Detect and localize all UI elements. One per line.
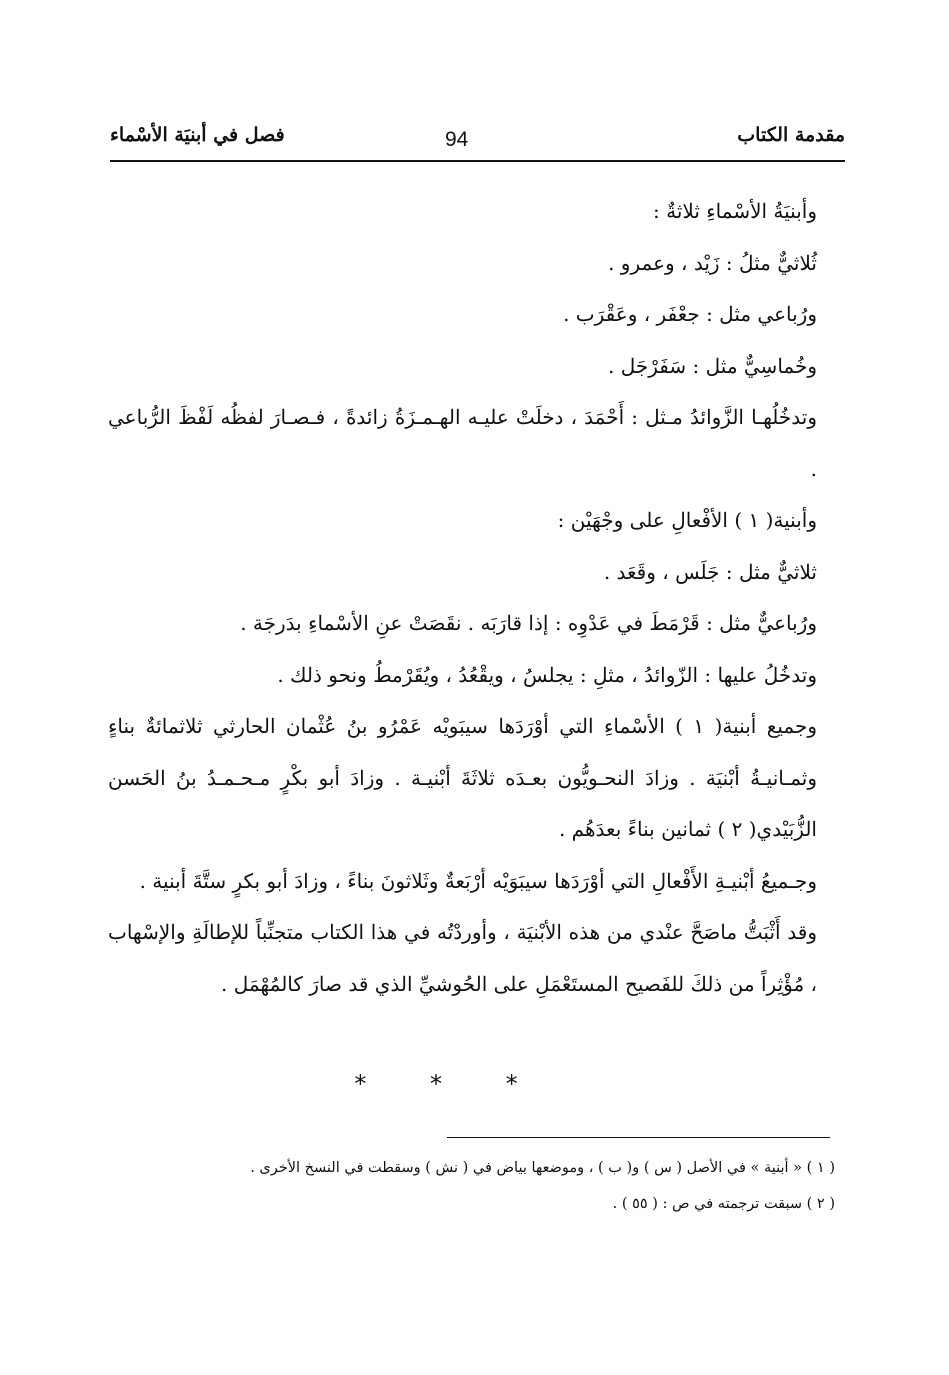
paragraph: وجـميعُ أبْنيـةِ الأَفْعالِ التي أوْرَدَها سيبَوَيْه أرْبَعةٌ وثَلاثونَ بناءً ، وزادَ أبو بكرٍ ستَّةَ أبنية . bbox=[139, 868, 817, 893]
paragraph: وخُماسِيٌّ مثل : سَفَرْجَل . bbox=[608, 353, 817, 378]
paragraph: وتدخُلُهـا الزَّوائدُ مـثل : أَحْمَدَ ، دخلَتْ عليـه الهـمـزَةُ زائدةً ، فـصـارَ لفظُه لَفْظَ الرُّباعي . bbox=[108, 405, 817, 481]
running-header bbox=[110, 118, 845, 158]
paragraph: وتدخُلُ عليها : الزّوائدُ ، مثلِ : يجلسُ ، ويقْعُدُ ، ويُقَرْمطُ ونحو ذلك . bbox=[277, 662, 817, 687]
footnotes bbox=[200, 1150, 835, 1222]
header-book-title: مقدمة الكتاب bbox=[737, 124, 845, 146]
paragraph: ثلاثيٌّ مثل : جَلَس ، وقَعَد . bbox=[603, 559, 817, 584]
footnote: ( ٢ ) سبقت ترجمته في ص : ( ٥٥ ) . bbox=[612, 1196, 835, 1212]
section-separator: * * * bbox=[354, 1070, 546, 1098]
paragraph: وأبنية( ١ ) الأفْعالِ على وجْهَيْن : bbox=[557, 508, 817, 532]
header-chapter-title: فصل في أبنيَة الأسْماء bbox=[110, 124, 285, 146]
footnote-rule bbox=[447, 1137, 830, 1138]
paragraph: وأبنيَةُ الأسْماءِ ثلاثةٌ : bbox=[653, 199, 817, 223]
paragraph: وجميع أبنية( ١ ) الأسْماءِ التي أوْرَدَها سيبَويْه عَمْرُو بنُ عُثْمان الحارثي ثلاثمائةٌ بناءٍ وثمـانيـةُ أبْنيَة . وزادَ النحـويُّون بعـدَه ثلاثَةَ أبْنيـة . وزادَ أبو بكْرٍ مـحـمـدُ بنُ الحَسن الزُّبَيْدي( ٢ ) ثمانين بناءً بعدَهُم . bbox=[108, 714, 817, 841]
page-number: 94 bbox=[445, 128, 469, 151]
main-text bbox=[108, 186, 843, 1010]
paragraph: وقد أَثْبَتُّ ماصَحَّ عنْدي من هذه الأبْنيَة ، وأوردْتُه في هذا الكتاب متجنِّباً للإطالَةِ والإسْهاب ، مُؤْثِراً من ذلكَ للفَصيح المستَعْمَلِ على الحُوشيِّ الذي قد صارَ كالمُهْمَل . bbox=[108, 920, 817, 996]
paragraph: ورُباعيٌّ مثل : قَرْمَطَ في عَدْوِه : إذا قارَبَه . نقَصَتْ عنِ الأسْماءِ بدَرجَة . bbox=[240, 611, 817, 635]
paragraph: ثُلاثيٌّ مثلُ : زَيْد ، وعمرو . bbox=[608, 250, 817, 275]
paragraph: ورُباعي مثل : جعْفَر ، وعَقْرَب . bbox=[563, 302, 817, 326]
header-rule bbox=[110, 160, 845, 162]
footnote: ( ١ ) « أبنية » في الأصل ( س ) و( ب ) ، وموضعها بياض في ( نش ) وسقطت في النسخ الأخرى . bbox=[250, 1160, 835, 1176]
